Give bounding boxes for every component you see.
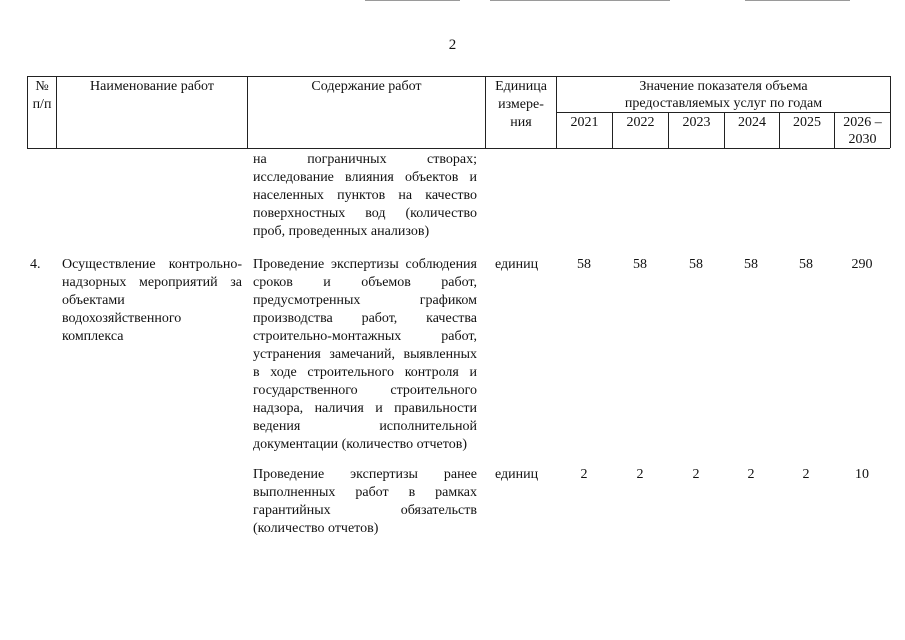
- header-unit-line3: ния: [510, 115, 532, 130]
- value-2024: 2: [747, 467, 755, 482]
- header-bottom-border: [27, 148, 890, 149]
- divider: [890, 76, 891, 148]
- value-2024: 58: [744, 257, 758, 272]
- row-number: 4.: [30, 257, 41, 272]
- continuation-content: на пограничных створах; исследование влияния объектов и населенных пунктов на качество поверхностных вод (количество проб, проведенных анализов): [253, 152, 477, 239]
- value-2023: 58: [689, 257, 703, 272]
- header-unit-line2: измере-: [498, 97, 544, 112]
- value-2022: 58: [633, 257, 647, 272]
- row-work-content-1: Проведение экспертизы соблюдения сроков и объемов работ, предусмотренных графиком производства работ, качества строительно-монтажных работ, устранения замечаний, выявленных в ходе строительного контроля и государственного строительного надзора, наличия и правильности ведения исполнительной документации (количество отчетов): [253, 257, 477, 452]
- row-unit-1: единиц: [495, 257, 539, 272]
- value-2026-2030: 290: [851, 257, 873, 272]
- header-year-2024: 2024: [738, 115, 766, 130]
- header-year-2021: 2021: [570, 115, 599, 130]
- header-values-line2: предоставляемых услуг по годам: [624, 96, 823, 111]
- header-number: № п/п: [32, 79, 52, 112]
- row-work-name: Осуществление контрольно-надзорных мероприятий за объектами водохозяйственного комплекса: [62, 257, 242, 344]
- value-2022: 2: [636, 467, 644, 482]
- value-2021: 2: [580, 467, 588, 482]
- page-number: 2: [448, 37, 457, 53]
- row-unit-2: единиц: [495, 467, 539, 482]
- header-year-2025: 2025: [793, 115, 821, 130]
- value-2025: 58: [799, 257, 813, 272]
- row-work-content-2: Проведение экспертизы ранее выполненных работ в рамках гарантийных обязательств (количество отчетов): [253, 467, 477, 536]
- table-top-border: [27, 76, 890, 77]
- header-year-2030: 2030: [848, 132, 877, 147]
- value-2025: 2: [802, 467, 810, 482]
- scan-artifact: [490, 0, 670, 1]
- header-work-name: Наименование работ: [90, 79, 214, 94]
- header-values-line1: Значение показателя объема: [639, 79, 808, 94]
- header-year-2026: 2026 –: [843, 115, 882, 130]
- scan-artifact: [365, 0, 460, 1]
- value-2026-2030: 10: [855, 467, 869, 482]
- header-unit-line1: Единица: [495, 79, 547, 94]
- header-year-2022: 2022: [626, 115, 655, 130]
- header-year-2023: 2023: [682, 115, 711, 130]
- header-work-content: Содержание работ: [311, 79, 422, 94]
- value-2021: 58: [577, 257, 591, 272]
- value-2023: 2: [692, 467, 700, 482]
- scan-artifact: [745, 0, 850, 1]
